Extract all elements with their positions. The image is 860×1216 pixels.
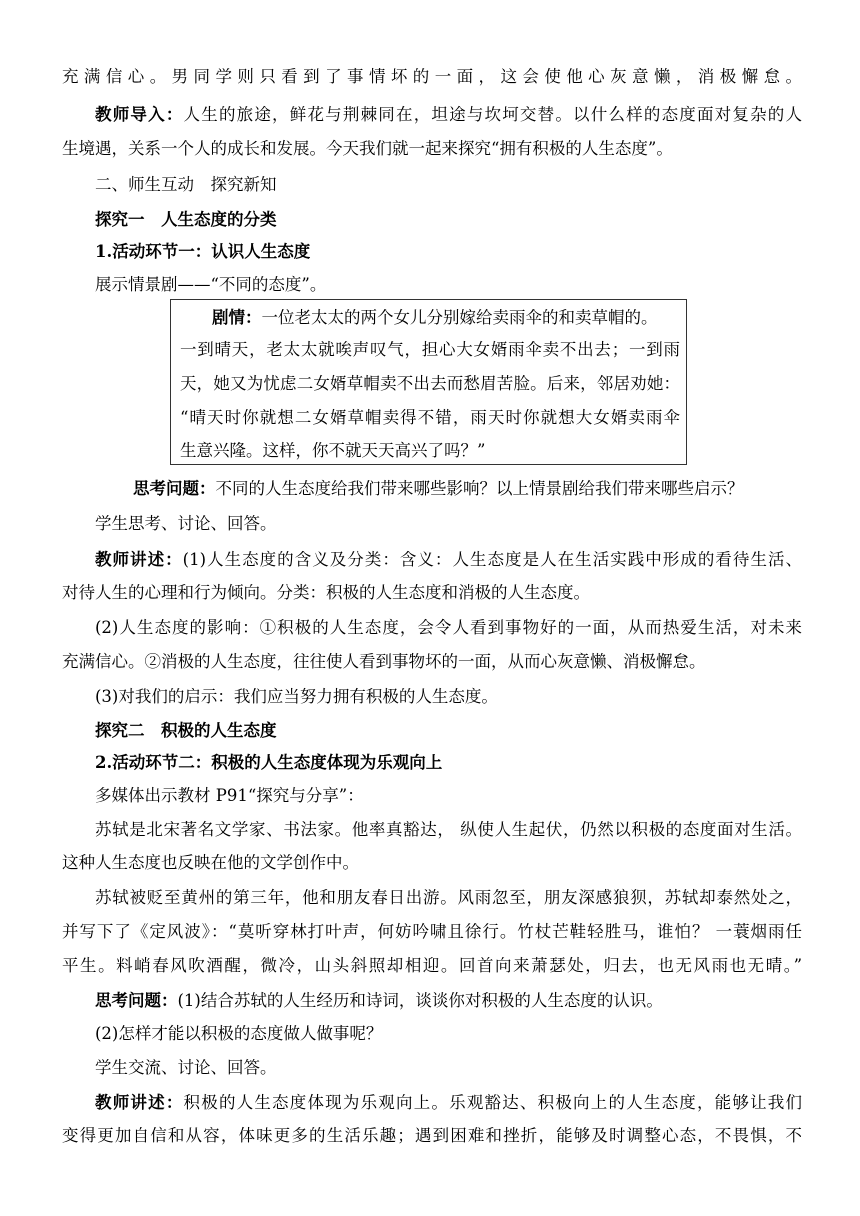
- line-text: 一位老太太的两个女儿分别嫁给卖雨伞的和卖草帽的。: [261, 308, 658, 327]
- paragraph-line: 充满信心。②消极的人生态度，往往使人看到事物坏的一面，从而心灰意懒、消极懈怠。: [62, 652, 706, 671]
- line-text: 积极的人生态度体现为乐观向上。乐观豁达、积极向上的人生态度，能够让我们: [183, 1093, 803, 1112]
- paragraph-line: 苏轼被贬至黄州的第三年，他和朋友春日出游。风雨忽至，朋友深感狼狈，苏轼却泰然处之，: [95, 888, 802, 907]
- drama-line: “晴天时你就想二女婿草帽卖得不错，雨天时你就想大女婿卖雨伞: [180, 408, 680, 427]
- drama-line: 生意兴隆。这样，你不就天天高兴了吗？”: [180, 441, 486, 460]
- line-text: 不同的人生态度给我们带来哪些影响？以上情景剧给我们带来哪些启示？: [215, 479, 744, 498]
- paragraph-line: [95, 990, 802, 1012]
- paragraph-line: 展示情景剧——“不同的态度”。: [95, 275, 327, 294]
- subsection-heading: 探究一 人生态度的分类: [95, 210, 277, 229]
- activity-heading: 2.活动环节二：积极的人生态度体现为乐观向上: [95, 753, 443, 772]
- label-teacher-talk: 教师讲述：: [95, 1093, 184, 1112]
- subsection-heading: 探究二 积极的人生态度: [95, 721, 277, 740]
- activity-heading: 1.活动环节一：认识人生态度: [95, 242, 311, 261]
- paragraph-line: 充满信心。男同学则只看到了事情坏的一面，这会使他心灰意懒，消极懈怠。: [62, 67, 802, 86]
- paragraph-line: (2)怎样才能以积极的态度做人做事呢？: [95, 1024, 383, 1043]
- paragraph-line: 学生思考、讨论、回答。: [95, 514, 277, 533]
- paragraph-line: 并写下了《定风波》：“莫听穿林打叶声，何妨吟啸且徐行。竹杖芒鞋轻胜马，谁怕？ 一蓑烟雨任: [62, 922, 802, 941]
- paragraph-line: 变得更加自信和从容，体味更多的生活乐趣；遇到困难和挫折，能够及时调整心态，不畏惧，不: [62, 1126, 802, 1145]
- paragraph-line: [95, 104, 802, 126]
- paragraph-line: 学生交流、讨论、回答。: [95, 1058, 277, 1077]
- paragraph-line: [95, 1092, 802, 1114]
- paragraph-line: 苏轼是北宋著名文学家、书法家。他率真豁达， 纵使人生起伏，仍然以积极的态度面对生活。: [95, 820, 802, 839]
- drama-line: 天，她又为忧虑二女婿草帽卖不出去而愁眉苦脸。后来，邻居劝她：: [180, 374, 680, 393]
- section-heading: 二、师生互动 探究新知: [95, 175, 277, 194]
- paragraph-line: 平生。料峭春风吹酒醒，微冷，山头斜照却相迎。回首向来萧瑟处，归去，也无风雨也无晴。”: [62, 956, 802, 975]
- label-teacher-intro: 教师导入：: [95, 105, 184, 124]
- paragraph-line: 多媒体出示教材 P91“探究与分享”：: [95, 786, 364, 805]
- line-text: (1)人生态度的含义及分类：含义：人生态度是人在生活实践中形成的看待生活、: [182, 550, 803, 569]
- line-text: 人生的旅途，鲜花与荆棘同在，坦途与坎坷交替。以什么样的态度面对复杂的人: [183, 105, 803, 124]
- drama-line: [212, 307, 680, 329]
- paragraph-line: 生境遇，关系一个人的成长和发展。今天我们就一起来探究“拥有积极的人生态度”。: [62, 139, 673, 158]
- paragraph-line: (2)人生态度的影响：①积极的人生态度，会令人看到事物好的一面，从而热爱生活，对未来: [95, 618, 802, 637]
- paragraph-line: 这种人生态度也反映在他的文学创作中。: [62, 853, 359, 872]
- label-teacher-talk: 教师讲述：: [95, 550, 183, 569]
- drama-label: 剧情：: [212, 308, 262, 327]
- paragraph-line: [133, 478, 802, 500]
- drama-line: 一到晴天，老太太就唉声叹气，担心大女婿雨伞卖不出去；一到雨: [180, 340, 680, 359]
- label-think: 思考问题：: [133, 479, 216, 498]
- line-text: (1)结合苏轼的人生经历和诗词，谈谈你对积极的人生态度的认识。: [177, 991, 663, 1010]
- paragraph-line: [95, 549, 802, 571]
- paragraph-line: (3)对我们的启示：我们应当努力拥有积极的人生态度。: [95, 687, 498, 706]
- paragraph-line: 对待人生的心理和行为倾向。分类：积极的人生态度和消极的人生态度。: [62, 583, 590, 602]
- label-think: 思考问题：: [95, 991, 178, 1010]
